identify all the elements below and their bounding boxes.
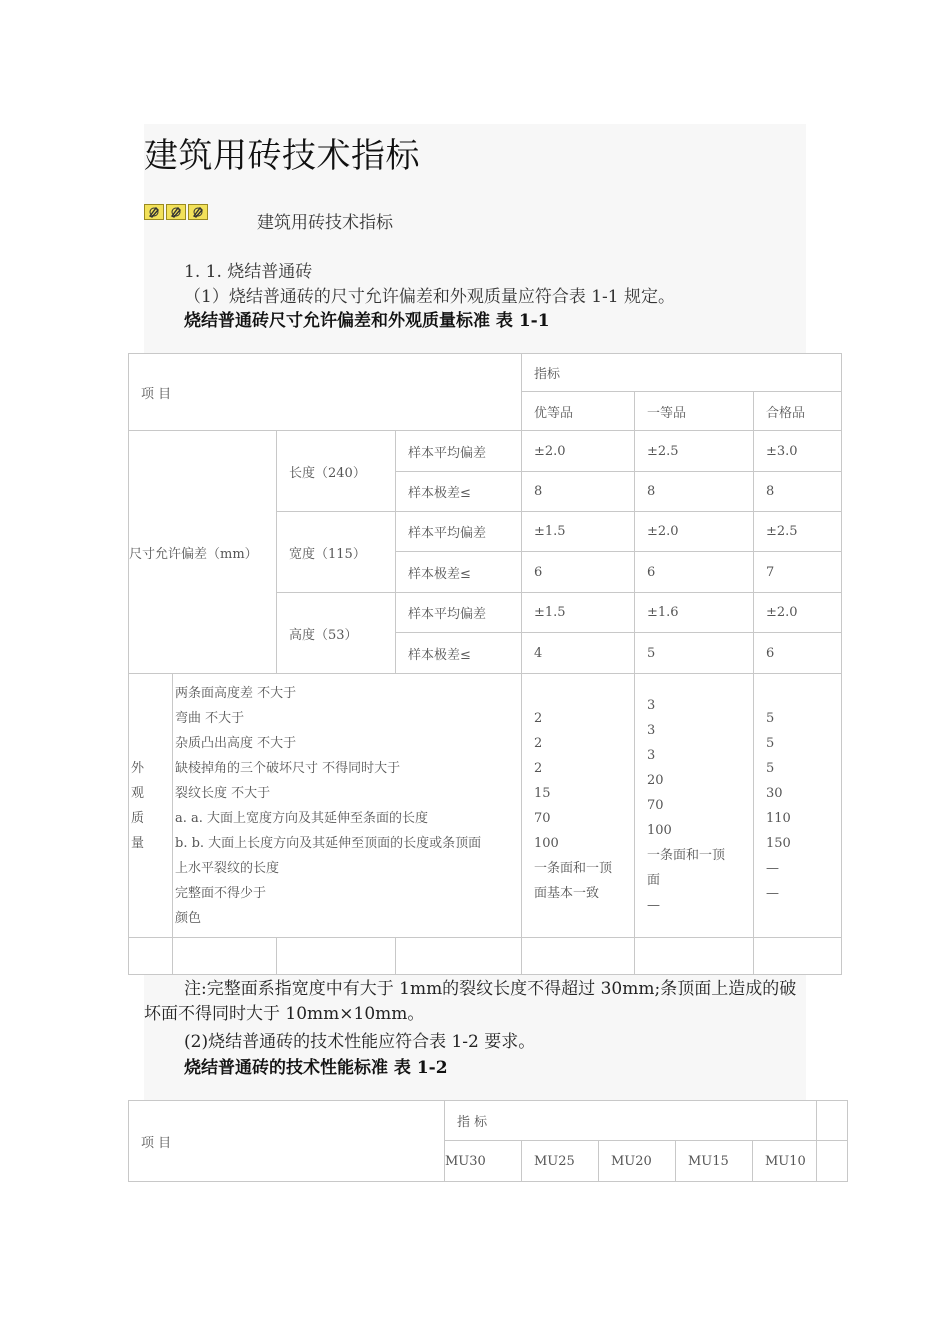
grade-header: 优等品 (522, 392, 635, 431)
indicator-header: 指标 (522, 354, 842, 392)
grade-header: 合格品 (754, 392, 842, 431)
table-cell: 8 (635, 472, 754, 512)
table-cell: 一条面和一顶 (647, 848, 726, 863)
table-cell: 70 (647, 798, 664, 813)
empty-cell (817, 1141, 848, 1182)
table-cell: — (647, 898, 661, 913)
grade-header: MU30 (445, 1141, 522, 1182)
appearance-char: 外 (131, 760, 145, 776)
pencil-icon (166, 204, 186, 220)
paragraph-2: (2)烧结普通砖的技术性能应符合表 1-2 要求。 (184, 1032, 536, 1052)
table-cell: 8 (522, 472, 635, 512)
empty-cell (817, 1101, 848, 1141)
appearance-item: a. a. 大面上宽度方向及其延伸至条面的长度 (175, 810, 429, 826)
pencil-icon (144, 204, 164, 220)
table-cell: 70 (534, 810, 551, 826)
empty-cell (754, 938, 842, 975)
appearance-item: 缺棱掉角的三个破坏尺寸 不得同时大于 (175, 760, 401, 776)
icon-row (144, 204, 208, 220)
row-label: 样本极差≤ (396, 552, 522, 593)
note-paragraph: 注:完整面系指宽度中有大于 1mm的裂纹长度不得超过 30mm;条顶面上造成的破坏面不得同时大于 10mm×10mm。 (144, 979, 797, 1024)
empty-cell (173, 938, 277, 975)
table-cell: 2 (534, 735, 543, 751)
table-cell: 5 (766, 735, 775, 751)
table-cell: 4 (522, 633, 635, 674)
appearance-items (173, 674, 522, 938)
table-2-caption: 烧结普通砖的技术性能标准 表 1-2 (184, 1058, 448, 1078)
item-header: 项 目 (129, 1101, 445, 1182)
table-cell: ±1.6 (635, 593, 754, 633)
row-label: 样本平均偏差 (396, 512, 522, 552)
table-cell: — (766, 860, 780, 876)
table-cell: 3 (647, 748, 656, 763)
appearance-item: 颜色 (175, 910, 202, 926)
appearance-item: b. b. 大面上长度方向及其延伸至顶面的长度或条顶面 (175, 835, 482, 851)
row-label: 样本极差≤ (396, 633, 522, 674)
table-cell: 面基本一致 (534, 885, 600, 901)
table-1-caption: 烧结普通砖尺寸允许偏差和外观质量标准 表 1-1 (184, 311, 550, 331)
appearance-label (129, 674, 173, 938)
dimension-label: 宽度（115） (277, 512, 396, 593)
table-cell: 20 (647, 773, 664, 788)
item-header: 项 目 (129, 354, 522, 431)
table-cell: 2 (534, 710, 543, 726)
appearance-item: 完整面不得少于 (175, 885, 267, 901)
empty-cell (129, 938, 173, 975)
table-1 (128, 353, 842, 975)
appearance-values-grade-1 (522, 674, 635, 938)
appearance-values-grade-2 (635, 674, 754, 938)
appearance-char: 量 (131, 835, 145, 851)
table-cell: 150 (766, 835, 791, 851)
empty-cell (635, 938, 754, 975)
table-cell: 3 (647, 723, 656, 738)
table-cell: 一条面和一顶 (534, 860, 613, 876)
appearance-item: 两条面高度差 不大于 (175, 685, 297, 701)
table-cell: 30 (766, 785, 783, 801)
grade-header: 一等品 (635, 392, 754, 431)
table-cell: 7 (754, 552, 842, 593)
table-cell: ±1.5 (522, 512, 635, 552)
dimension-label: 高度（53） (277, 593, 396, 674)
appearance-item: 弯曲 不大于 (175, 710, 245, 726)
table-cell: 3 (647, 698, 656, 713)
grade-header: MU10 (753, 1141, 817, 1182)
table-cell: 100 (647, 823, 672, 838)
table-cell: ±2.0 (754, 593, 842, 633)
table-cell: ±2.5 (635, 431, 754, 472)
table-cell: 5 (766, 760, 775, 776)
table-cell: — (766, 885, 780, 901)
indicator-header: 指 标 (445, 1101, 817, 1141)
page-title: 建筑用砖技术指标 (144, 136, 420, 176)
size-deviation-label: 尺寸允许偏差（mm） (129, 431, 277, 674)
empty-cell (522, 938, 635, 975)
appearance-item: 杂质凸出高度 不大于 (175, 735, 297, 751)
table-cell: 面 (647, 873, 661, 888)
table-cell: ±1.5 (522, 593, 635, 633)
table-cell: ±3.0 (754, 431, 842, 472)
table-cell: ±2.0 (522, 431, 635, 472)
table-cell: ±2.5 (754, 512, 842, 552)
empty-cell (396, 938, 522, 975)
appearance-item: 上水平裂纹的长度 (175, 860, 280, 876)
table-cell: 6 (635, 552, 754, 593)
table-cell: 8 (754, 472, 842, 512)
dimension-label: 长度（240） (277, 431, 396, 512)
empty-cell (277, 938, 396, 975)
table-cell: 15 (534, 785, 551, 801)
appearance-char: 观 (131, 785, 145, 801)
table-cell: 5 (766, 710, 775, 726)
appearance-values-grade-3 (754, 674, 842, 938)
table-cell: 6 (754, 633, 842, 674)
appearance-item: 裂纹长度 不大于 (175, 785, 271, 801)
table-cell: 6 (522, 552, 635, 593)
grade-header: MU20 (599, 1141, 676, 1182)
grade-header: MU25 (522, 1141, 599, 1182)
table-cell: 2 (534, 760, 543, 776)
table-cell: 100 (534, 835, 559, 851)
section-heading: 1. 1. 烧结普通砖 (184, 262, 313, 282)
paragraph-1: （1）烧结普通砖的尺寸允许偏差和外观质量应符合表 1-1 规定。 (184, 287, 675, 307)
row-label: 样本极差≤ (396, 472, 522, 512)
table-cell: ±2.0 (635, 512, 754, 552)
table-2 (128, 1100, 848, 1182)
pencil-icon (188, 204, 208, 220)
table-cell: 5 (635, 633, 754, 674)
row-label: 样本平均偏差 (396, 431, 522, 472)
subtitle: 建筑用砖技术指标 (257, 213, 393, 233)
appearance-char: 质 (131, 810, 145, 826)
row-label: 样本平均偏差 (396, 593, 522, 633)
grade-header: MU15 (676, 1141, 753, 1182)
table-cell: 110 (766, 810, 791, 826)
